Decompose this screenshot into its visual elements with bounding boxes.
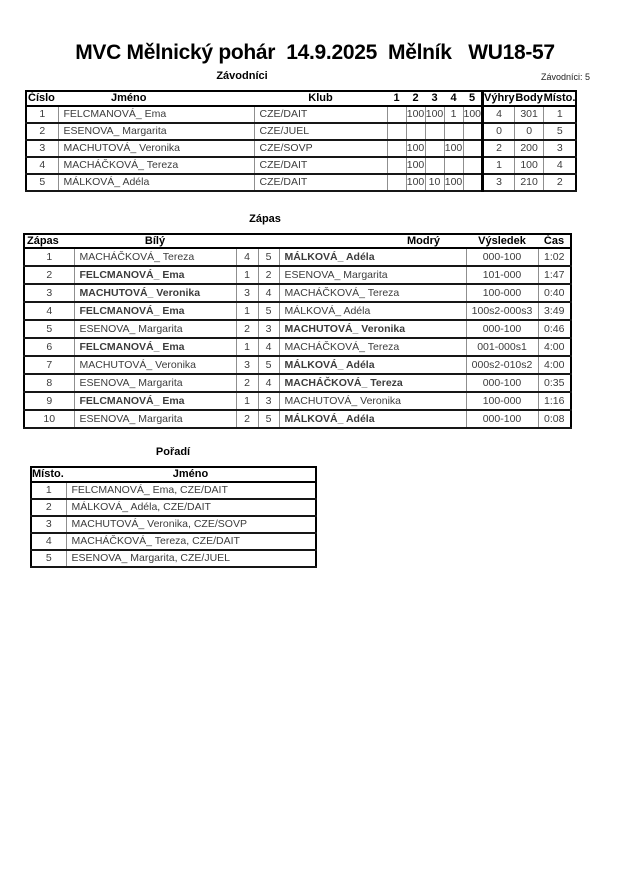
match-row <box>24 374 571 392</box>
round-1-column-header: 1 <box>387 91 406 106</box>
wins-cell: 3 <box>483 174 515 191</box>
competitor-row <box>26 123 576 140</box>
competitor-row <box>26 174 576 191</box>
round-score-cell <box>463 157 483 174</box>
competitor-row <box>26 157 576 174</box>
standings-header-row <box>31 467 316 482</box>
competitor-club-cell: CZE/DAIT <box>254 157 387 174</box>
blue-draw-number-cell: 4 <box>258 374 279 392</box>
white-draw-number-cell: 3 <box>236 356 258 374</box>
match-column-header: Zápas <box>24 234 74 248</box>
competitors-table <box>25 90 577 192</box>
result-cell: 000-100 <box>466 320 538 338</box>
round-score-cell: 100 <box>406 174 425 191</box>
standings-section-title: Pořadí <box>155 446 191 458</box>
round-score-cell <box>387 140 406 157</box>
white-name-cell: FELCMANOVÁ_ Ema <box>74 302 236 320</box>
white-draw-number-cell: 1 <box>236 302 258 320</box>
blue-draw-number-cell: 5 <box>258 248 279 266</box>
match-number-cell: 4 <box>24 302 74 320</box>
place-cell: 4 <box>544 157 577 174</box>
competitor-name-cell: ESENOVA_ Margarita <box>58 123 254 140</box>
white-name-cell: FELCMANOVÁ_ Ema <box>74 266 236 284</box>
white-draw-number-cell: 1 <box>236 338 258 356</box>
time-cell: 0:40 <box>538 284 571 302</box>
round-score-cell: 1 <box>444 106 463 123</box>
standing-name-cell: MACHÁČKOVÁ_ Tereza, CZE/DAIT <box>66 533 316 550</box>
result-cell: 100-000 <box>466 392 538 410</box>
white-name-cell: MACHUTOVÁ_ Veronika <box>74 284 236 302</box>
match-row <box>24 320 571 338</box>
result-cell: 000-100 <box>466 374 538 392</box>
result-cell: 000-100 <box>466 248 538 266</box>
competitors-count: Závodníci: 5 <box>541 72 591 82</box>
blue-name-cell: MÁLKOVÁ_ Adéla <box>279 410 466 428</box>
match-row <box>24 266 571 284</box>
white-draw-number-cell: 2 <box>236 374 258 392</box>
competitor-name-cell: MACHÁČKOVÁ_ Tereza <box>58 157 254 174</box>
blue-draw-number-cell: 3 <box>258 392 279 410</box>
round-score-cell <box>387 157 406 174</box>
round-score-cell: 100 <box>406 106 425 123</box>
blue-name-cell: MACHÁČKOVÁ_ Tereza <box>279 374 466 392</box>
match-number-cell: 8 <box>24 374 74 392</box>
match-number-cell: 7 <box>24 356 74 374</box>
round-score-cell <box>425 123 444 140</box>
blue-draw-number-column-header <box>258 234 279 248</box>
round-score-cell: 100 <box>444 174 463 191</box>
tournament-title: MVC Mělnický pohár 14.9.2025 Mělník WU18-57 <box>75 41 555 64</box>
white-draw-number-cell: 2 <box>236 410 258 428</box>
match-row <box>24 284 571 302</box>
match-number-cell: 2 <box>24 266 74 284</box>
time-cell: 0:35 <box>538 374 571 392</box>
blue-name-cell: MACHÁČKOVÁ_ Tereza <box>279 338 466 356</box>
points-cell: 200 <box>515 140 544 157</box>
match-row <box>24 392 571 410</box>
white-draw-number-column-header <box>236 234 258 248</box>
white-draw-number-cell: 4 <box>236 248 258 266</box>
round-2-column-header: 2 <box>406 91 425 106</box>
blue-draw-number-cell: 5 <box>258 302 279 320</box>
blue-draw-number-cell: 4 <box>258 284 279 302</box>
points-cell: 301 <box>515 106 544 123</box>
match-number-cell: 10 <box>24 410 74 428</box>
standing-name-cell: FELCMANOVÁ_ Ema, CZE/DAIT <box>66 482 316 499</box>
match-number-cell: 1 <box>24 248 74 266</box>
number-column-header: Číslo <box>26 91 58 106</box>
competitor-number-cell: 4 <box>26 157 58 174</box>
standing-row <box>31 533 316 550</box>
round-score-cell <box>387 123 406 140</box>
standing-place-cell: 4 <box>31 533 66 550</box>
blue-name-cell: ESENOVA_ Margarita <box>279 266 466 284</box>
competitor-club-cell: CZE/SOVP <box>254 140 387 157</box>
standing-place-cell: 2 <box>31 499 66 516</box>
white-name-cell: ESENOVA_ Margarita <box>74 410 236 428</box>
round-score-cell: 100 <box>425 106 444 123</box>
round-score-cell: 10 <box>425 174 444 191</box>
white-draw-number-cell: 1 <box>236 392 258 410</box>
time-cell: 4:00 <box>538 356 571 374</box>
competitors-section-title: Závodníci <box>216 70 268 82</box>
white-draw-number-cell: 1 <box>236 266 258 284</box>
competitor-number-cell: 2 <box>26 123 58 140</box>
round-5-column-header: 5 <box>463 91 483 106</box>
result-column-header: Výsledek <box>466 234 538 248</box>
wins-cell: 4 <box>483 106 515 123</box>
wins-cell: 0 <box>483 123 515 140</box>
time-cell: 1:16 <box>538 392 571 410</box>
place-cell: 2 <box>544 174 577 191</box>
round-score-cell <box>463 140 483 157</box>
time-cell: 0:46 <box>538 320 571 338</box>
round-score-cell: 100 <box>406 140 425 157</box>
round-score-cell <box>387 174 406 191</box>
standing-place-cell: 5 <box>31 550 66 567</box>
blue-draw-number-cell: 4 <box>258 338 279 356</box>
white-name-cell: MACHÁČKOVÁ_ Tereza <box>74 248 236 266</box>
time-cell: 1:02 <box>538 248 571 266</box>
result-cell: 100-000 <box>466 284 538 302</box>
time-column-header: Čas <box>538 234 571 248</box>
wins-cell: 2 <box>483 140 515 157</box>
standing-row <box>31 499 316 516</box>
competitor-number-cell: 3 <box>26 140 58 157</box>
points-cell: 0 <box>515 123 544 140</box>
competitor-name-cell: MACHUTOVÁ_ Veronika <box>58 140 254 157</box>
matches-header-row <box>24 234 571 248</box>
blue-name-cell: MÁLKOVÁ_ Adéla <box>279 356 466 374</box>
time-cell: 3:49 <box>538 302 571 320</box>
place-column-header: Místo. <box>543 92 576 104</box>
place-cell: 1 <box>544 106 577 123</box>
white-name-cell: FELCMANOVÁ_ Ema <box>74 392 236 410</box>
round-score-cell <box>444 157 463 174</box>
blue-name-cell: MACHÁČKOVÁ_ Tereza <box>279 284 466 302</box>
wins-column-header: Výhry <box>484 92 515 104</box>
competitor-club-cell: CZE/JUEL <box>254 123 387 140</box>
result-cell: 101-000 <box>466 266 538 284</box>
standing-name-column-header: Jméno <box>66 467 316 482</box>
white-column-header: Bílý <box>74 234 236 248</box>
blue-name-cell: MÁLKOVÁ_ Adéla <box>279 248 466 266</box>
competitor-row <box>26 140 576 157</box>
standing-row <box>31 482 316 499</box>
standing-place-column-header: Místo. <box>31 467 66 482</box>
blue-name-cell: MÁLKOVÁ_ Adéla <box>279 302 466 320</box>
competitors-header-row <box>26 91 576 106</box>
standing-name-cell: MACHUTOVÁ_ Veronika, CZE/SOVP <box>66 516 316 533</box>
standing-name-cell: MÁLKOVÁ_ Adéla, CZE/DAIT <box>66 499 316 516</box>
place-cell: 3 <box>544 140 577 157</box>
standing-name-cell: ESENOVA_ Margarita, CZE/JUEL <box>66 550 316 567</box>
name-column-header: Jméno <box>58 91 254 106</box>
time-cell: 1:47 <box>538 266 571 284</box>
matches-section-title: Zápas <box>249 213 281 225</box>
competitor-row <box>26 106 576 123</box>
points-column-header: Body <box>515 92 543 104</box>
time-cell: 4:00 <box>538 338 571 356</box>
result-cell: 100s2-000s3 <box>466 302 538 320</box>
match-row <box>24 302 571 320</box>
white-name-cell: ESENOVA_ Margarita <box>74 374 236 392</box>
blue-draw-number-cell: 3 <box>258 320 279 338</box>
blue-name-cell: MACHUTOVÁ_ Veronika <box>279 320 466 338</box>
match-row <box>24 338 571 356</box>
match-row <box>24 356 571 374</box>
time-cell: 0:08 <box>538 410 571 428</box>
blue-name-cell: MACHUTOVÁ_ Veronika <box>279 392 466 410</box>
points-cell: 100 <box>515 157 544 174</box>
competitor-club-cell: CZE/DAIT <box>254 106 387 123</box>
competitor-name-cell: MÁLKOVÁ_ Adéla <box>58 174 254 191</box>
blue-draw-number-cell: 5 <box>258 356 279 374</box>
competitor-club-cell: CZE/DAIT <box>254 174 387 191</box>
white-name-cell: MACHUTOVÁ_ Veronika <box>74 356 236 374</box>
standing-row <box>31 550 316 567</box>
white-name-cell: FELCMANOVÁ_ Ema <box>74 338 236 356</box>
white-draw-number-cell: 2 <box>236 320 258 338</box>
round-score-cell <box>406 123 425 140</box>
blue-draw-number-cell: 2 <box>258 266 279 284</box>
result-cell: 000s2-010s2 <box>466 356 538 374</box>
match-row <box>24 410 571 428</box>
blue-column-header: Modrý <box>279 234 466 248</box>
blue-draw-number-cell: 5 <box>258 410 279 428</box>
match-number-cell: 5 <box>24 320 74 338</box>
white-draw-number-cell: 3 <box>236 284 258 302</box>
wins-cell: 1 <box>483 157 515 174</box>
match-number-cell: 3 <box>24 284 74 302</box>
round-3-column-header: 3 <box>425 91 444 106</box>
round-score-cell: 100 <box>406 157 425 174</box>
round-score-cell <box>425 157 444 174</box>
club-column-header: Klub <box>254 91 387 106</box>
round-4-column-header: 4 <box>444 91 463 106</box>
round-score-cell <box>387 106 406 123</box>
match-row <box>24 248 571 266</box>
competitor-number-cell: 5 <box>26 174 58 191</box>
round-score-cell <box>425 140 444 157</box>
standing-place-cell: 1 <box>31 482 66 499</box>
standings-table <box>30 466 317 568</box>
result-cell: 001-000s1 <box>466 338 538 356</box>
points-cell: 210 <box>515 174 544 191</box>
round-score-cell <box>463 123 483 140</box>
matches-table <box>23 233 572 429</box>
place-cell: 5 <box>544 123 577 140</box>
match-number-cell: 9 <box>24 392 74 410</box>
round-score-cell: 100 <box>444 140 463 157</box>
white-name-cell: ESENOVA_ Margarita <box>74 320 236 338</box>
round-score-cell: 100 <box>463 106 483 123</box>
competitor-name-cell: FELCMANOVÁ_ Ema <box>58 106 254 123</box>
competitor-number-cell: 1 <box>26 106 58 123</box>
standing-row <box>31 516 316 533</box>
result-cell: 000-100 <box>466 410 538 428</box>
standing-place-cell: 3 <box>31 516 66 533</box>
round-score-cell <box>444 123 463 140</box>
match-number-cell: 6 <box>24 338 74 356</box>
round-score-cell <box>463 174 483 191</box>
